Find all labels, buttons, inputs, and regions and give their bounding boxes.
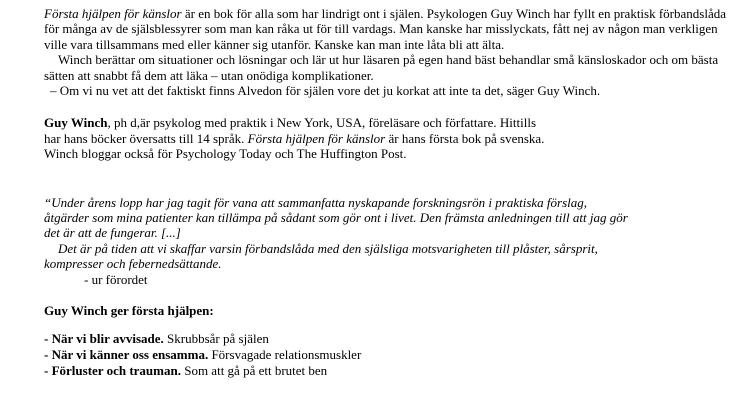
- list-item-bold: - När vi känner oss ensamma.: [44, 346, 209, 362]
- author-bio-line2-end: är hans första bok på svenska.: [385, 130, 545, 146]
- quote-line-1: “Under årens lopp har jag tagit för vana att sammanfatta nyskapande forskningsrön i praktiska förslag,: [44, 194, 587, 210]
- author-bio-line2-start: har hans böcker översatts till 14 språk.: [44, 130, 248, 146]
- list-item: [44, 331, 734, 347]
- aid-list: [44, 331, 734, 380]
- quote-line-5: kompresser och febernedsättande.: [44, 256, 222, 272]
- list-item-text: Som att gå på ett brutet ben: [180, 362, 328, 378]
- foreword-quote: [44, 195, 734, 287]
- quote-line-3: det är att de fungerar. [...]: [44, 225, 181, 241]
- list-item-bold: - När vi blir avvisade.: [44, 330, 164, 346]
- author-bio-line1: , ph d,är psykolog med praktik i New York, USA, föreläsare och författare. Hittills: [107, 115, 537, 131]
- author-bio-line3: Winch bloggar också för Psychology Today och The Huffington Post.: [44, 146, 407, 162]
- list-item: [44, 347, 734, 363]
- list-item-bold: - Förluster och trauman.: [44, 362, 181, 378]
- intro-paragraph-2: Winch berättar om situationer och lösningar och lär ut hur läsaren på egen hand bäst behandlar små känsloskador och om bästa sätten att snabbt få dem att läka – utan onödiga komplikationer.: [44, 52, 719, 83]
- list-item-text: Försvagade relationsmuskler: [208, 346, 362, 362]
- author-name: Guy Winch: [44, 115, 108, 131]
- book-title: Första hjälpen för känslor: [44, 6, 182, 21]
- list-item: [44, 363, 734, 379]
- aid-heading-text: Guy Winch ger första hjälpen:: [44, 303, 214, 319]
- intro-text: är en bok för alla som har lindrigt ont i själen. Psykologen Guy Winch har fyllt en praktisk förbandslåda för många av de själsblessyrer som man kan råka ut för till vardags. Man kanske har misslyckats, fått nej av någon man verkligen ville vara tillsammans med eller känner sig utanför. Kanske kan man inte låta bli att älta.: [44, 6, 726, 52]
- aid-heading: [44, 303, 734, 318]
- quote-source: - ur förordet: [84, 271, 148, 287]
- document-page: [44, 6, 734, 379]
- author-book-title: Första hjälpen för känslor: [247, 130, 386, 146]
- intro-paragraph: [44, 6, 734, 52]
- quote-line-2: åtgärder som mina patienter kan tillämpa på sådant som gör ont i livet. Den främsta anledningen till att jag gör: [44, 210, 628, 226]
- quote-line-4: Det är på tiden att vi skaffar varsin förbandslåda med den själsliga motsvarigheten till plåster, sårsprit,: [58, 240, 598, 256]
- author-bio: [44, 115, 734, 161]
- intro-quote-line: – Om vi nu vet att det faktiskt finns Alvedon för själen vore det ju korkat att inte ta det, säger Guy Winch.: [50, 83, 601, 99]
- list-item-text: Skrubbsår på själen: [163, 330, 269, 346]
